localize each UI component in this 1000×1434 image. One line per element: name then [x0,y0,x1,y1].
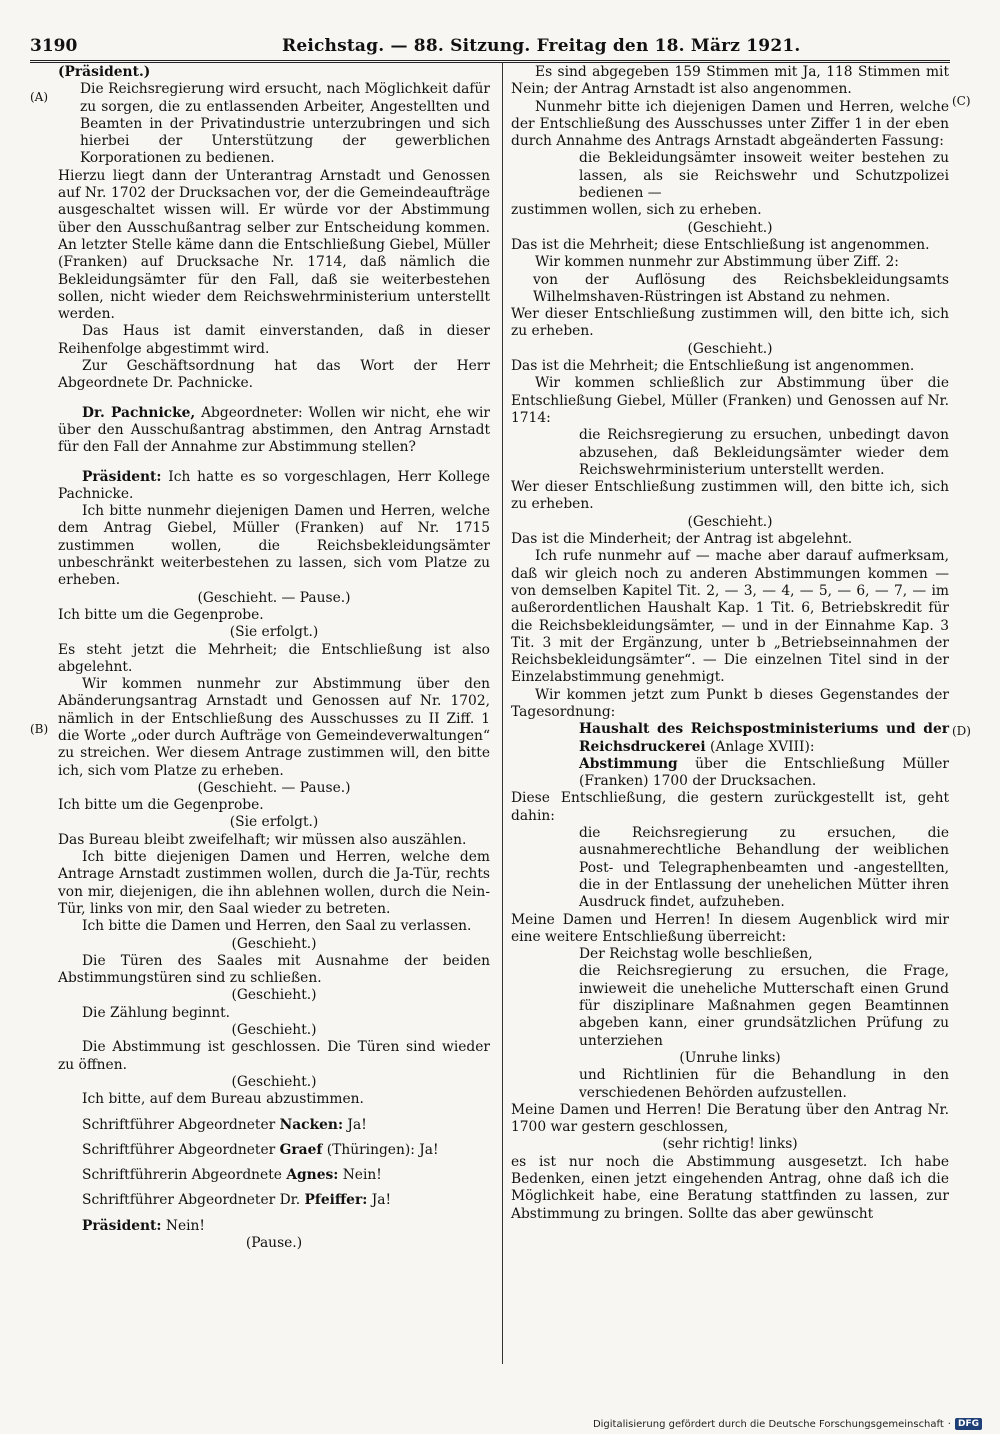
paragraph: Ich bitte um die Gegenprobe. [58,606,264,623]
stage-direction: (Geschieht.) [231,935,317,952]
paragraph: Wir kommen jetzt zum Punkt b dieses Gegenstandes der Tagesordnung: [511,686,949,720]
stage-direction: (Unruhe links) [679,1049,781,1066]
quoted-motion: und Richtlinien für die Behandlung in den verschiedenen Behörden aufzustellen. [579,1067,949,1101]
member-name: Agnes: [286,1167,339,1184]
quoted-motion: Die Reichsregierung wird ersucht, nach Möglichkeit dafür zu sorgen, die zu entlassenden Arbeiter, Angestellten und Beamten in der Privatindustrie unterzubringen und sich hierbei der Unterstützung der gewerblichen Korporationen zu bedienen. [80,81,490,167]
quoted-motion: die Reichsregierung zu ersuchen, unbedingt davon abzusehen, daß Bekleidungsämter wieder dem Reichswehrministerium unterstellt werden. [579,427,949,478]
paragraph: Ich bitte die Damen und Herren, den Saal zu verlassen. [82,918,472,935]
footer-separator: · [947,1418,951,1430]
paragraph: Ich bitte diejenigen Damen und Herren, welche dem Antrage Arnstadt zustimmen wollen, durch die Ja-Tür, rechts von mir, diejenigen, die ihn ablehnen wollen, durch die Nein-Tür, links von mir, den Saal wieder zu betreten. [58,849,490,917]
speech-president [58,1218,490,1235]
paragraph: Wir kommen nunmehr zur Abstimmung über den Abänderungsantrag Arnstadt und Genossen auf Nr. 1702, nämlich in der Entschließung des Ausschusses zu II Ziff. 1 die Worte „oder durch Aufträge von Gemeindeverwaltungen“ zu streichen. Wer diesem Antrage zustimmen will, den bitte ich, sich vom Platze zu erheben. [58,676,490,779]
stage-direction: (Geschieht. — Pause.) [197,779,351,796]
paragraph: Ich rufe nunmehr auf — mache aber darauf aufmerksam, daß wir gleich noch zu anderen Abstimmungen kommen — von demselben Kapitel Tit. 2, — 3, — 4, — 5, — 6, — 7, — im außerordentlichen Haushalt Kap. 1 Tit. 6, Betriebskredit für die Reichsbekleidungsämter, — und in der Einnahme Kap. 3 Tit. 3 mit der Ergänzung, unter b „Betriebseinnahmen der Reichsbekleidungsämter“. — Die einzelnen Titel sind in der Einzelabstimmung genehmigt. [511,548,949,686]
role-text: Schriftführer Abgeordneter [82,1141,280,1158]
role-text: Schriftführer Abgeordneter [82,1116,280,1133]
agenda-item [511,721,949,790]
header-rule [30,60,950,63]
right-column [511,64,949,1223]
stage-direction: (sehr richtig! links) [662,1136,798,1153]
speech-text: Ich hatte es so vorgeschlagen, Herr Kollege Pachnicke. [58,468,490,502]
paragraph: Die Zählung beginnt. [82,1004,231,1021]
speaker-continuation: (Präsident.) [58,64,151,80]
footer [593,1418,982,1430]
speaker-name: Präsident: [82,468,162,485]
paragraph: Meine Damen und Herren! In diesem Augenblick wird mir eine weitere Entschließung überreicht: [511,911,949,945]
paragraph: Die Türen des Saales mit Ausnahme der beiden Abstimmungstüren sind zu schließen. [58,952,490,987]
margin-mark-d: (D) [952,724,971,738]
role-text: Schriftführerin Abgeordnete [82,1167,287,1184]
quoted-motion: Der Reichstag wolle beschließen, [579,946,813,963]
paragraph: Zur Geschäftsordnung hat das Wort der Herr Abgeordnete Dr. Pachnicke. [58,358,490,392]
paragraph: Das ist die Minderheit; der Antrag ist abgelehnt. [511,531,853,548]
paragraph: Ich bitte, auf dem Bureau abzustimmen. [82,1091,364,1108]
paragraph: Nunmehr bitte ich diejenigen Damen und Herren, welche der Entschließung des Ausschusses unter Ziffer 1 in der eben durch Annahme des Antrags Arnstadt abgeänderten Fassung: [511,98,949,150]
speaker-name: Dr. Pachnicke, [82,404,196,421]
paragraph: Meine Damen und Herren! Die Beratung über den Antrag Nr. 1700 war gestern geschlossen, [511,1101,949,1136]
member-name: Pfeiffer: [304,1192,368,1209]
paragraph: Das Bureau bleibt zweifelhaft; wir müssen also auszählen. [58,831,467,848]
member-name: Graef [279,1141,323,1158]
stage-direction: (Sie erfolgt.) [229,814,319,831]
stage-direction: (Sie erfolgt.) [229,624,319,641]
agenda-title: Haushalt des Reichspostministeriums und der Reichsdruckerei [579,721,949,755]
paragraph: Diese Entschließung, die gestern zurückgestellt ist, geht dahin: [511,790,949,824]
speaker-name: Präsident: [82,1217,162,1234]
vote-entry [58,1167,490,1184]
vote-text: Nein! [338,1167,382,1184]
speech-pachnicke [58,405,490,457]
vote-text: (Thüringen): Ja! [322,1141,439,1158]
margin-mark-a: (A) [30,90,49,104]
paragraph: Wer dieser Entschließung zustimmen will, den bitte ich, sich zu erheben. [511,479,949,513]
stage-direction: (Geschieht.) [687,513,773,530]
paragraph: Das ist die Mehrheit; die Entschließung ist angenommen. [511,358,915,375]
footer-text: Digitalisierung gefördert durch die Deutsche Forschungsgemeinschaft [592,1418,944,1430]
paragraph: Hierzu liegt dann der Unterantrag Arnstadt und Genossen auf Nr. 1702 der Drucksachen vor, der die Gemeindeaufträge ausgeschaltet wissen will. Er würde vor der Abstimmung über den Ausschußantrag selber zur Entscheidung kommen. An letzter Stelle käme dann die Entschließung Giebel, Müller (Franken) auf Drucksache Nr. 1714, daß nämlich die Bekleidungsämter für den Fall, daß sie weiterbestehen sollen, nicht wieder dem Reichswehrministerium unterstellt werden. [58,167,490,323]
paragraph: Es sind abgegeben 159 Stimmen mit Ja, 118 Stimmen mit Nein; der Antrag Arnstadt ist also angenommen. [511,64,949,98]
speech-president [58,469,490,504]
column-rule [502,62,503,1364]
page-number: 3190 [30,36,78,56]
stage-direction: (Geschieht.) [687,340,773,357]
vote-entry [58,1192,490,1209]
left-column [58,64,490,1252]
paragraph: Ich bitte nunmehr diejenigen Damen und Herren, welche dem Antrag Giebel, Müller (Franken) auf Nr. 1715 zustimmen wollen, die Reichsbekleidungsämter unbeschränkt weiterbestehen zu lassen, sich vom Platze zu erheben. [58,503,490,589]
vote-entry [58,1117,490,1134]
paragraph: zustimmen wollen, sich zu erheben. [511,202,762,219]
paragraph: Wir kommen nunmehr zur Abstimmung über Ziff. 2: [535,254,899,271]
stage-direction: (Pause.) [245,1235,303,1251]
agenda-title: Abstimmung [579,755,678,772]
dfg-logo: DFG [955,1418,982,1430]
paragraph: Wir kommen schließlich zur Abstimmung über die Entschließung Giebel, Müller (Franken) und Genossen auf Nr. 1714: [511,375,949,426]
speech-text: Abgeordneter: Wollen wir nicht, ehe wir über den Ausschußantrag abstimmen, den Antrag Arnstadt für den Fall der Annahme zur Abstimmung stellen? [58,404,490,456]
paragraph: es ist nur noch die Abstimmung ausgesetzt. Ich habe Bedenken, einen jetzt eingehenden Antrag, ohne daß ich die Möglichkeit habe, eine Beratung stattfinden zu lassen, zur Abstimmung zu bringen. Sollte das aber gewünscht [511,1153,949,1222]
quoted-motion: die Bekleidungsämter insoweit weiter bestehen zu lassen, als sie Reichswehr und Schutzpolizei bedienen — [579,150,949,202]
paragraph: Das Haus ist damit einverstanden, daß in dieser Reihenfolge abgestimmt wird. [58,323,490,357]
agenda-text: über die Entschließung Müller (Franken) 1700 der Drucksachen. [579,755,949,790]
paragraph: Ich bitte um die Gegenprobe. [58,797,264,814]
agenda-text: (Anlage XVIII): [705,738,815,755]
speech-text: Nein! [161,1217,205,1234]
quoted-motion: von der Auflösung des Reichsbekleidungsamts Wilhelmshaven-Rüstringen ist Abstand zu nehmen. [533,271,949,305]
stage-direction: (Geschieht. — Pause.) [197,589,351,606]
paragraph: Es steht jetzt die Mehrheit; die Entschließung ist also abgelehnt. [58,641,490,675]
margin-mark-b: (B) [30,722,49,736]
running-head: Reichstag. — 88. Sitzung. Freitag den 18. März 1921. [282,36,801,56]
quoted-motion: die Reichsregierung zu ersuchen, die Frage, inwieweit die uneheliche Mutterschaft einen Grund für disziplinare Maßnahmen gegen Beamtinnen abgeben kann, einer grundsätzlichen Prüfung zu unterziehen [579,963,949,1049]
margin-mark-c: (C) [952,94,971,108]
stage-direction: (Geschieht.) [687,219,773,236]
vote-text: Ja! [343,1116,367,1133]
vote-entry [58,1142,490,1159]
paragraph: Die Abstimmung ist geschlossen. Die Türen sind wieder zu öffnen. [58,1039,490,1073]
stage-direction: (Geschieht.) [231,1073,317,1090]
stage-direction: (Geschieht.) [231,1022,317,1039]
role-text: Schriftführer Abgeordneter Dr. [82,1192,305,1209]
stage-direction: (Geschieht.) [231,987,317,1004]
vote-text: Ja! [367,1192,392,1209]
member-name: Nacken: [279,1116,344,1133]
paragraph: Wer dieser Entschließung zustimmen will, den bitte ich, sich zu erheben. [511,306,949,340]
quoted-motion: die Reichsregierung zu ersuchen, die ausnahmerechtliche Behandlung der weiblichen Post- und Telegraphenbeamten und -angestellten, die in der Entlassung der unehelichen Mütter ihren Ausdruck findet, aufzuheben. [579,825,949,911]
paragraph: Das ist die Mehrheit; diese Entschließung ist angenommen. [511,236,930,253]
